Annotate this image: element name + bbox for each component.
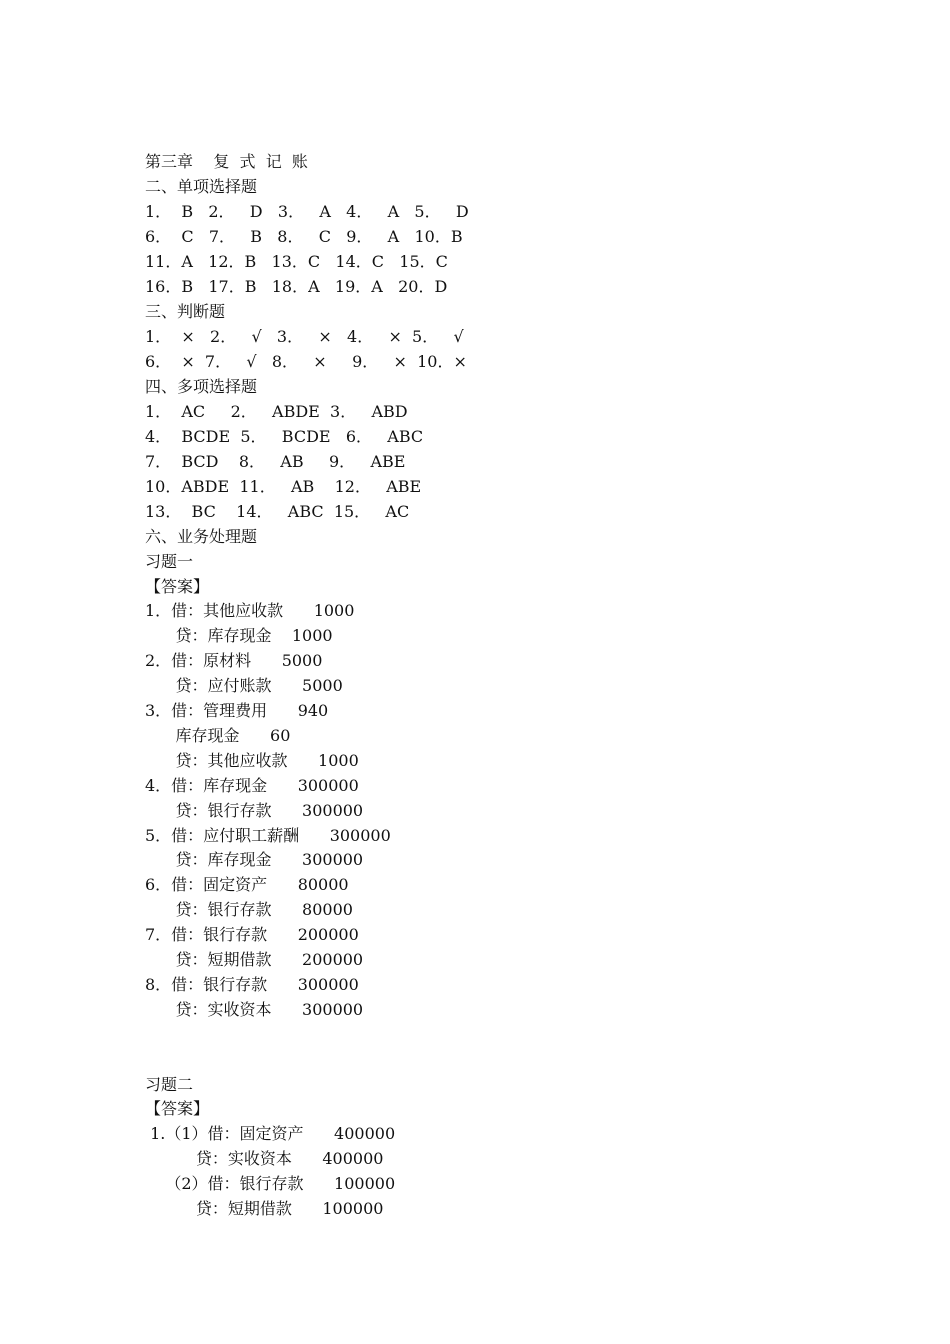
- section-heading-multiple-choice: 四、多项选择题: [145, 377, 258, 396]
- answer-heading: 【答案】: [145, 577, 210, 596]
- answer-line: 6． × 7． √ 8． × 9． × 10．×: [145, 352, 467, 371]
- journal-entry-line: 4．借：库存现金 300000: [145, 776, 359, 795]
- section-heading-true-false: 三、判断题: [145, 302, 226, 321]
- chapter-title: 第三章 复 式 记 账: [145, 152, 308, 171]
- answer-line: 11．A 12．B 13．C 14．C 15．C: [145, 252, 448, 271]
- answer-line: 16．B 17．B 18．A 19．A 20．D: [145, 277, 448, 296]
- answer-line: 7． BCD 8． AB 9． ABE: [145, 452, 406, 471]
- journal-entry-line: 1.（1）借：固定资产 400000: [145, 1124, 396, 1143]
- journal-entry-line: 8．借：银行存款 300000: [145, 975, 359, 994]
- journal-entry-line: 6．借：固定资产 80000: [145, 875, 349, 894]
- journal-entry-line: 贷：其他应收款 1000: [145, 751, 359, 770]
- answer-line: 4． BCDE 5． BCDE 6． ABC: [145, 427, 424, 446]
- answer-heading: 【答案】: [145, 1099, 210, 1118]
- answer-line: 6． C 7． B 8． C 9． A 10．B: [145, 227, 463, 246]
- answer-line: 1． AC 2． ABDE 3． ABD: [145, 402, 408, 421]
- journal-entry-line: 7．借：银行存款 200000: [145, 925, 359, 944]
- section-heading-business: 六、业务处理题: [145, 527, 258, 546]
- journal-entry-line: 贷：短期借款 200000: [145, 950, 364, 969]
- answer-line: 1． × 2． √ 3． × 4． × 5． √: [145, 327, 464, 346]
- journal-entry-line: 贷：库存现金 1000: [145, 626, 333, 645]
- journal-entry-line: 库存现金 60: [145, 726, 291, 745]
- exercise-title: 习题二: [145, 1075, 194, 1094]
- journal-entry-line: 5．借：应付职工薪酬 300000: [145, 826, 391, 845]
- section-heading-single-choice: 二、单项选择题: [145, 177, 258, 196]
- journal-entry-line: 贷：银行存款 300000: [145, 801, 364, 820]
- exercise-title: 习题一: [145, 552, 194, 571]
- journal-entry-line: 贷：银行存款 80000: [145, 900, 353, 919]
- journal-entry-line: 贷：应付账款 5000: [145, 676, 343, 695]
- answer-line: 13． BC 14． ABC 15． AC: [145, 502, 410, 521]
- journal-entry-line: 1．借：其他应收款 1000: [145, 601, 355, 620]
- journal-entry-line: 2．借：原材料 5000: [145, 651, 323, 670]
- journal-entry-line: （2）借：银行存款 100000: [145, 1174, 396, 1193]
- journal-entry-line: 贷：短期借款 100000: [145, 1199, 384, 1218]
- journal-entry-line: 贷：库存现金 300000: [145, 850, 364, 869]
- journal-entry-line: 贷：实收资本 300000: [145, 1000, 364, 1019]
- journal-entry-line: 贷：实收资本 400000: [145, 1149, 384, 1168]
- answer-line: 1． B 2． D 3． A 4． A 5． D: [145, 202, 469, 221]
- journal-entry-line: 3．借：管理费用 940: [145, 701, 329, 720]
- answer-line: 10．ABDE 11． AB 12． ABE: [145, 477, 422, 496]
